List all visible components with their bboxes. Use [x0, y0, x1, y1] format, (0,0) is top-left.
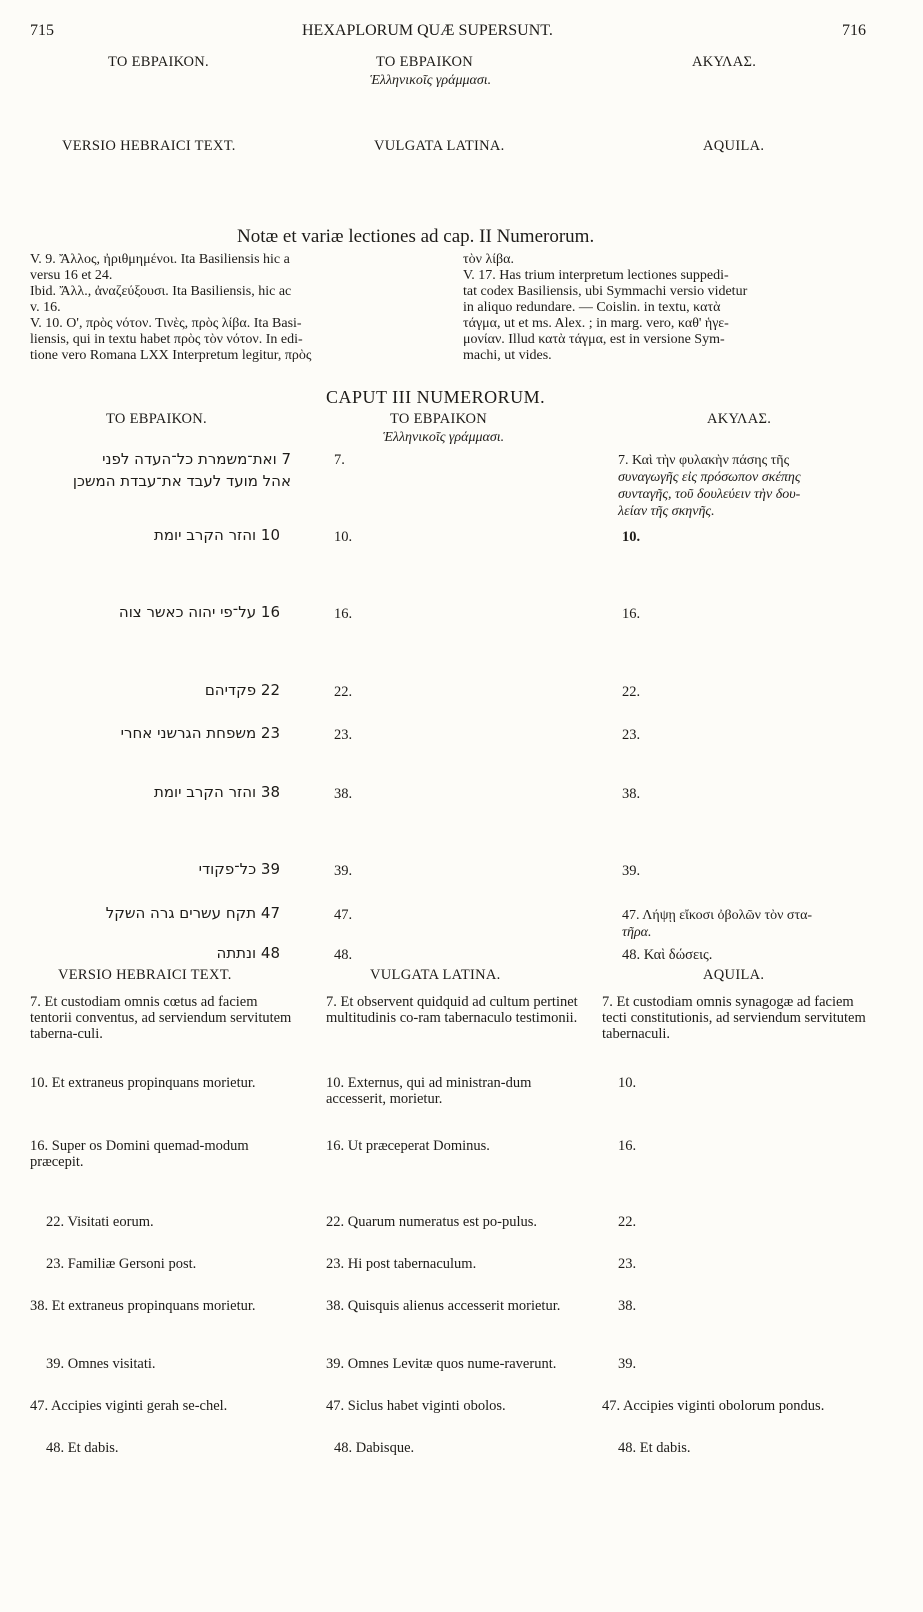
aquila-greek: 10. — [622, 529, 641, 545]
latin-hebrew-version: 48. Et dabis. — [46, 1440, 119, 1456]
aquila-line: λείαν τῆς σκηνῆς. — [618, 504, 715, 519]
hebrew-verse: 16 על־פי יהוה כאשר צוה — [118, 603, 280, 621]
aquila-line: συνταγῆς, τοῦ δουλεύειν τὴν δου- — [618, 487, 801, 502]
aquila-greek: 39. — [622, 863, 641, 879]
hebrew-verse: 10 והזר הקרב יומת — [153, 526, 280, 544]
latin-aquila: 22. — [618, 1214, 637, 1230]
caput-col1-title: ΤΟ ΕΒΡΑΙΚΟΝ. — [106, 411, 207, 427]
aquila-line: 47. Λήψῃ εἴκοσι ὀβολῶν τὸν στα- — [622, 908, 813, 923]
top-col1-title: ΤΟ ΕΒΡΑΙΚΟΝ. — [108, 54, 209, 70]
latin-vulgate: 48. Dabisque. — [334, 1440, 415, 1456]
top-col2-title: ΤΟ ΕΒΡΑΙΚΟΝ — [376, 54, 473, 70]
hebrew-verse-cont: אהל מועד לעבד את־עבדת המשכן — [72, 472, 291, 490]
note-line: V. 10. Ο', πρὸς νότον. Τινὲς, πρὸς λίβα. Ita Basi- — [30, 316, 302, 331]
aquila-line: συναγωγῆς εἰς πρόσωπον σκέπης — [618, 470, 801, 485]
latin-aquila: 39. — [618, 1356, 637, 1372]
top-lat1-title: VERSIO HEBRAICI TEXT. — [62, 138, 236, 154]
latin-hebrew-version: 16. Super os Domini quemad-modum præcepit. — [30, 1138, 249, 1170]
aquila-greek: 22. — [622, 684, 641, 700]
aquila-line: τῆρα. — [622, 925, 652, 940]
greek-transliteration-num: 47. — [334, 907, 353, 923]
note-line: liensis, qui in textu habet πρὸς τὸν νότον. In edi- — [30, 332, 303, 347]
hebrew-verse: 23 משפחת הגרשני אחרי — [120, 724, 280, 742]
hebrew-verse: 47 תקח עשרים גרה השקל — [105, 904, 280, 922]
latin-vulgate: 7. Et observent quidquid ad cultum pertinet multitudinis co-ram tabernaculo testimonii. — [326, 994, 578, 1026]
latin-col1-title: VERSIO HEBRAICI TEXT. — [58, 967, 232, 983]
latin-col2-title: VULGATA LATINA. — [370, 967, 501, 983]
aquila-line: 7. Καὶ τὴν φυλακὴν πάσης τῆς — [618, 453, 790, 468]
latin-vulgate: 23. Hi post tabernaculum. — [326, 1256, 477, 1272]
latin-aquila: 23. — [618, 1256, 637, 1272]
note-line: machi, ut vides. — [463, 348, 552, 363]
notes-left-column — [30, 252, 445, 364]
notes-title: Notæ et variæ lectiones ad cap. II Numerorum. — [237, 226, 595, 247]
latin-aquila: 48. Et dabis. — [618, 1440, 691, 1456]
greek-transliteration-num: 38. — [334, 786, 353, 802]
note-line: versu 16 et 24. — [30, 268, 113, 283]
aquila-greek: 16. — [622, 606, 641, 622]
note-line: tat codex Basiliensis, ubi Symmachi versio videtur — [463, 284, 748, 299]
greek-transliteration-num: 39. — [334, 863, 353, 879]
top-col3-title: ΑΚΥΛΑΣ. — [692, 54, 757, 70]
aquila-greek: 38. — [622, 786, 641, 802]
latin-aquila: 47. Accipies viginti obolorum pondus. — [602, 1398, 825, 1414]
latin-vulgate: 39. Omnes Levitæ quos nume-raverunt. — [326, 1356, 557, 1372]
aquila-greek — [622, 907, 812, 941]
latin-aquila: 7. Et custodiam omnis synagogæ ad faciem tecti constitutionis, ad serviendum servitutem tabernaculi. — [602, 994, 866, 1042]
latin-aquila: 38. — [618, 1298, 637, 1314]
latin-hebrew-version: 7. Et custodiam omnis cœtus ad faciem tentorii conventus, ad serviendum servitutem taberna-culi. — [30, 994, 292, 1042]
hebrew-verse: 39 כל־פקודי — [198, 860, 280, 878]
latin-hebrew-version: 39. Omnes visitati. — [46, 1356, 156, 1372]
greek-transliteration-num: 7. — [334, 452, 345, 468]
greek-transliteration-num: 16. — [334, 606, 353, 622]
note-line: in aliquo redundare. — Coislin. in textu, κατὰ — [463, 300, 721, 315]
top-lat3-title: AQUILA. — [703, 138, 765, 154]
latin-vulgate: 47. Siclus habet viginti obolos. — [326, 1398, 506, 1414]
latin-vulgate: 22. Quarum numeratus est po-pulus. — [326, 1214, 538, 1230]
greek-transliteration-num: 22. — [334, 684, 353, 700]
running-title: HEXAPLORUM QUÆ SUPERSUNT. — [302, 22, 553, 39]
note-line: v. 16. — [30, 300, 61, 315]
note-line: τὸν λίβα. — [463, 252, 514, 267]
latin-hebrew-version: 47. Accipies viginti gerah se-chel. — [30, 1398, 228, 1414]
latin-vulgate: 38. Quisquis alienus accesserit morietur. — [326, 1298, 561, 1314]
caput-col3-title: ΑΚΥΛΑΣ. — [707, 411, 772, 427]
latin-vulgate: 16. Ut præceperat Dominus. — [326, 1138, 490, 1154]
latin-aquila: 16. — [618, 1138, 637, 1154]
page-number-left: 715 — [30, 22, 54, 39]
latin-aquila: 10. — [618, 1075, 637, 1091]
notes-right-column — [463, 252, 883, 364]
note-line: V. 17. Has trium interpretum lectiones suppedi- — [463, 268, 729, 283]
hebrew-verse: 22 פקדיהם — [204, 681, 280, 699]
note-line: V. 9. Ἄλλος, ἠριθμημένοι. Ita Basiliensis hic a — [30, 252, 290, 267]
greek-transliteration-num: 48. — [334, 947, 353, 963]
note-line: Ibid. Ἄλλ., ἀναζεύξουσι. Ita Basiliensis, hic ac — [30, 284, 292, 299]
hebrew-verse: 38 והזר הקרב יומת — [153, 783, 280, 801]
top-lat2-title: VULGATA LATINA. — [374, 138, 505, 154]
greek-transliteration-num: 10. — [334, 529, 353, 545]
latin-hebrew-version: 22. Visitati eorum. — [46, 1214, 154, 1230]
caput-title: CAPUT III NUMERORUM. — [326, 387, 546, 407]
note-line: τάγμα, ut et ms. Alex. ; in marg. vero, καθ' ἡγε- — [463, 316, 729, 331]
aquila-greek: 23. — [622, 727, 641, 743]
latin-col3-title: AQUILA. — [703, 967, 765, 983]
latin-vulgate: 10. Externus, qui ad ministran-dum accesserit, morietur. — [326, 1075, 532, 1107]
hebrew-verse: 48 ונתתה — [216, 944, 280, 962]
aquila-greek — [618, 452, 801, 520]
greek-transliteration-num: 23. — [334, 727, 353, 743]
latin-hebrew-version: 23. Familiæ Gersoni post. — [46, 1256, 197, 1272]
aquila-greek: 48. Καὶ δώσεις. — [622, 947, 713, 963]
latin-hebrew-version: 10. Et extraneus propinquans morietur. — [30, 1075, 256, 1091]
caput-col2-title: ΤΟ ΕΒΡΑΙΚΟΝ — [390, 411, 487, 427]
note-line: μονίαν. Illud κατὰ τάγμα, est in versione Sym- — [463, 332, 725, 347]
latin-hebrew-version: 38. Et extraneus propinquans morietur. — [30, 1298, 256, 1314]
note-line: tione vero Romana LXX Interpretum legitur, πρὸς — [30, 348, 312, 363]
page-number-right: 716 — [842, 22, 866, 39]
hebrew-verse: 7 ואת־משמרת כל־העדה לפני — [102, 450, 291, 468]
caput-col2-subtitle: Ἑλληνικοῖς γράμμασι. — [383, 430, 505, 445]
top-col2-subtitle: Ἑλληνικοῖς γράμμασι. — [370, 73, 492, 88]
